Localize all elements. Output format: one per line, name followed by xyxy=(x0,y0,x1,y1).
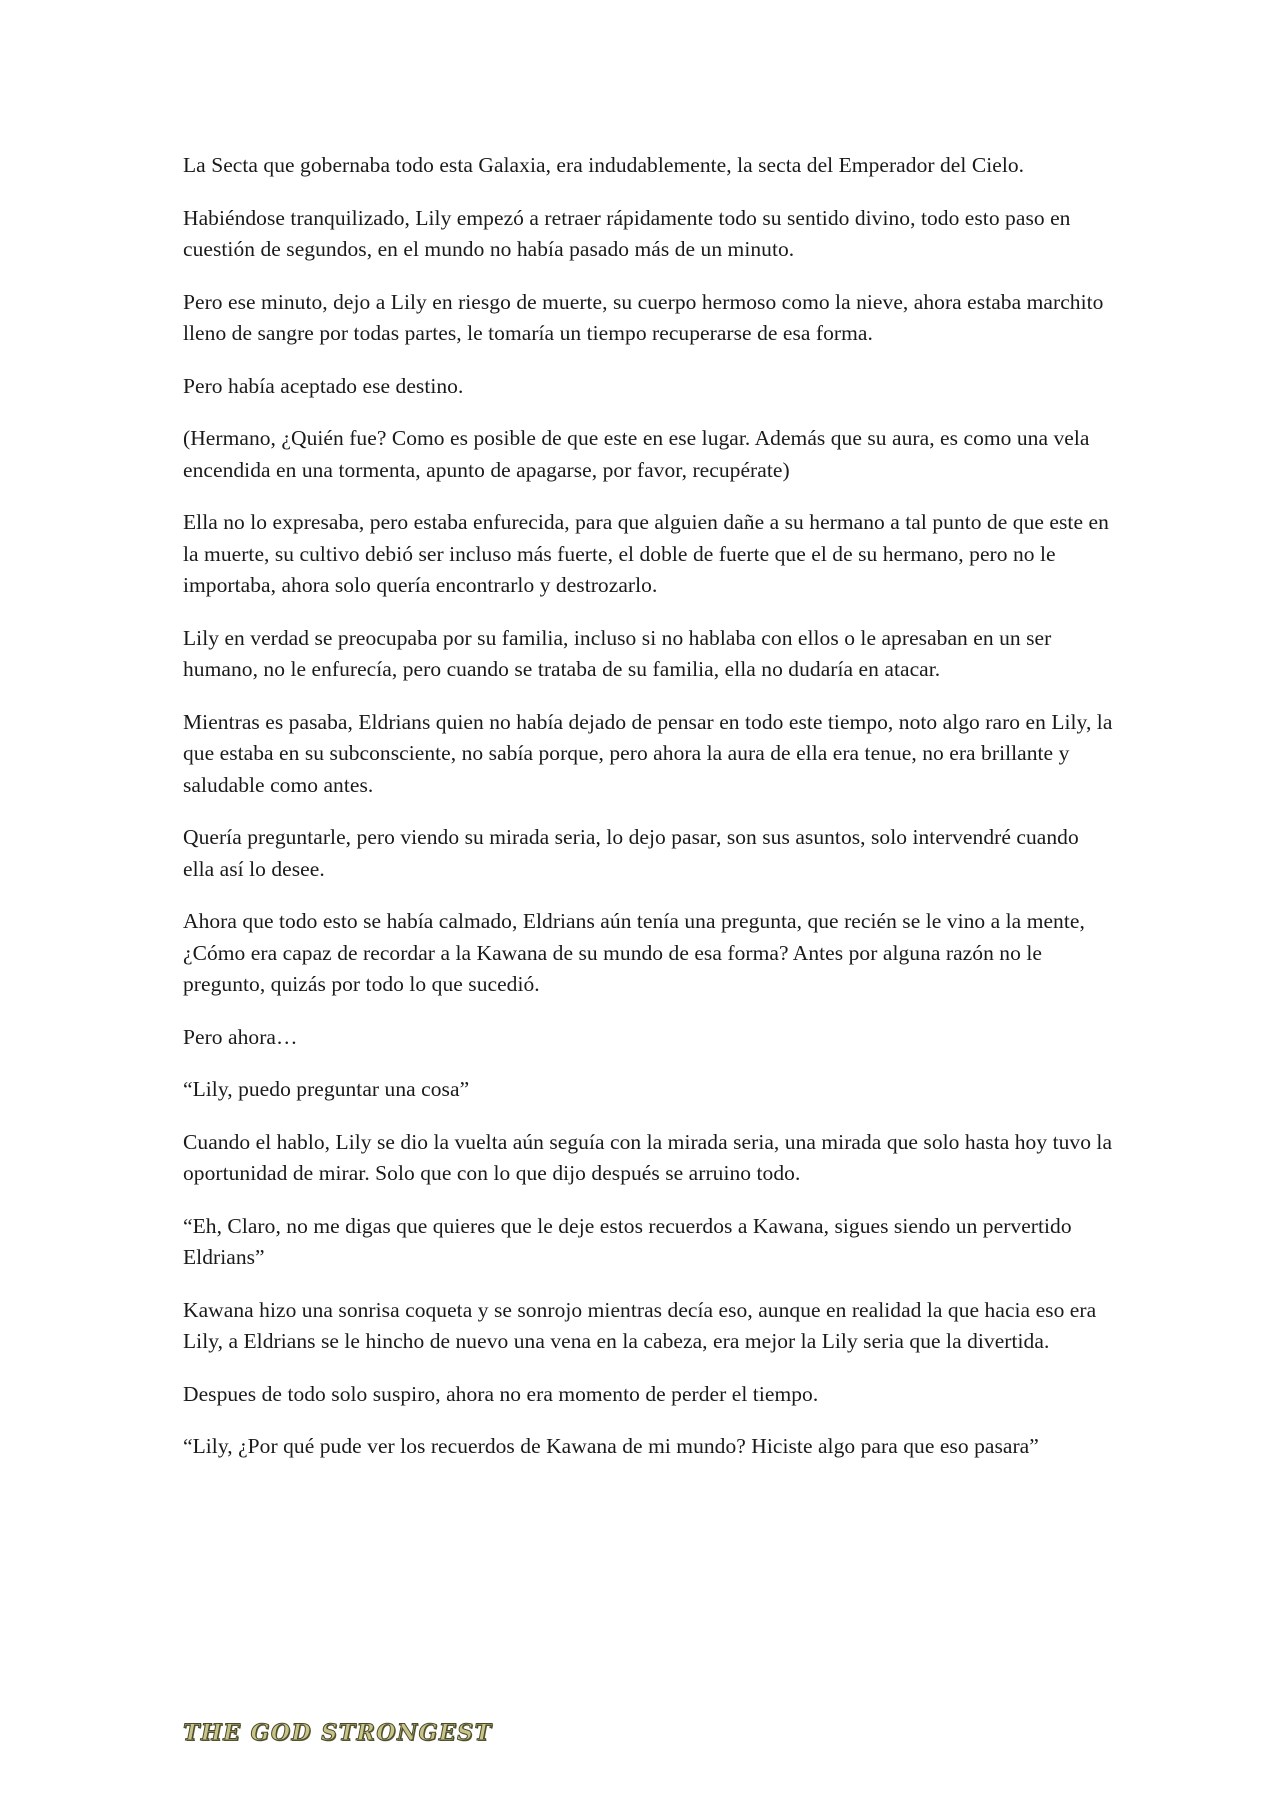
paragraph: “Eh, Claro, no me digas que quieres que le deje estos recuerdos a Kawana, sigues siendo un pervertido Eldrians” xyxy=(183,1213,1072,1269)
paragraph: Despues de todo solo suspiro, ahora no era momento de perder el tiempo. xyxy=(183,1381,819,1406)
paragraph: Cuando el hablo, Lily se dio la vuelta aún seguía con la mirada seria, una mirada que solo hasta hoy tuvo la oportunidad de mirar. Solo que con lo que dijo después se arruino todo. xyxy=(183,1129,1113,1185)
paragraph: Ella no lo expresaba, pero estaba enfurecida, para que alguien dañe a su hermano a tal punto de que este en la muerte, su cultivo debió ser incluso más fuerte, el doble de fuerte que el de su hermano, pero no le importaba, ahora solo quería encontrarlo y destrozarlo. xyxy=(183,510,1109,597)
paragraph: Ahora que todo esto se había calmado, Eldrians aún tenía una pregunta, que recién se le vino a la mente, ¿Cómo era capaz de recordar a la Kawana de su mundo de esa forma? Antes por alguna razón no le pregunto, quizás por todo lo que sucedió. xyxy=(183,909,1085,996)
paragraph: Pero ahora… xyxy=(183,1024,298,1049)
paragraph: Pero había aceptado ese destino. xyxy=(183,373,464,398)
paragraph: Habiéndose tranquilizado, Lily empezó a retraer rápidamente todo su sentido divino, todo esto paso en cuestión de segundos, en el mundo no había pasado más de un minuto. xyxy=(183,205,1071,261)
paragraph: Pero ese minuto, dejo a Lily en riesgo de muerte, su cuerpo hermoso como la nieve, ahora estaba marchito lleno de sangre por todas partes, le tomaría un tiempo recuperarse de esa forma. xyxy=(183,289,1104,345)
paragraph: “Lily, ¿Por qué pude ver los recuerdos de Kawana de mi mundo? Hiciste algo para que eso pasara” xyxy=(183,1434,1039,1458)
document-body xyxy=(183,150,1113,1484)
paragraph: Kawana hizo una sonrisa coqueta y se sonrojo mientras decía eso, aunque en realidad la que hacia eso era Lily, a Eldrians se le hincho de nuevo una vena en la cabeza, era mejor la Lily seria que la divertida. xyxy=(183,1297,1097,1353)
paragraph: Mientras es pasaba, Eldrians quien no había dejado de pensar en todo este tiempo, noto algo raro en Lily, la que estaba en su subconsciente, no sabía porque, pero ahora la aura de ella era tenue, no era brillante y saludable como antes. xyxy=(183,709,1113,797)
footer-brand-logo: THE GOD STRONGEST xyxy=(183,1720,493,1746)
paragraph: La Secta que gobernaba todo esta Galaxia, era indudablemente, la secta del Emperador del Cielo. xyxy=(183,153,1025,177)
paragraph: (Hermano, ¿Quién fue? Como es posible de que este en ese lugar. Además que su aura, es como una vela encendida en una tormenta, apunto de apagarse, por favor, recupérate) xyxy=(183,426,1090,482)
paragraph: Quería preguntarle, pero viendo su mirada seria, lo dejo pasar, son sus asuntos, solo intervendré cuando ella así lo desee. xyxy=(183,825,1079,881)
paragraph: “Lily, puedo preguntar una cosa” xyxy=(183,1077,470,1101)
paragraph: Lily en verdad se preocupaba por su familia, incluso si no hablaba con ellos o le apresaban en un ser humano, no le enfurecía, pero cuando se trataba de su familia, ella no dudaría en atacar. xyxy=(183,625,1052,681)
